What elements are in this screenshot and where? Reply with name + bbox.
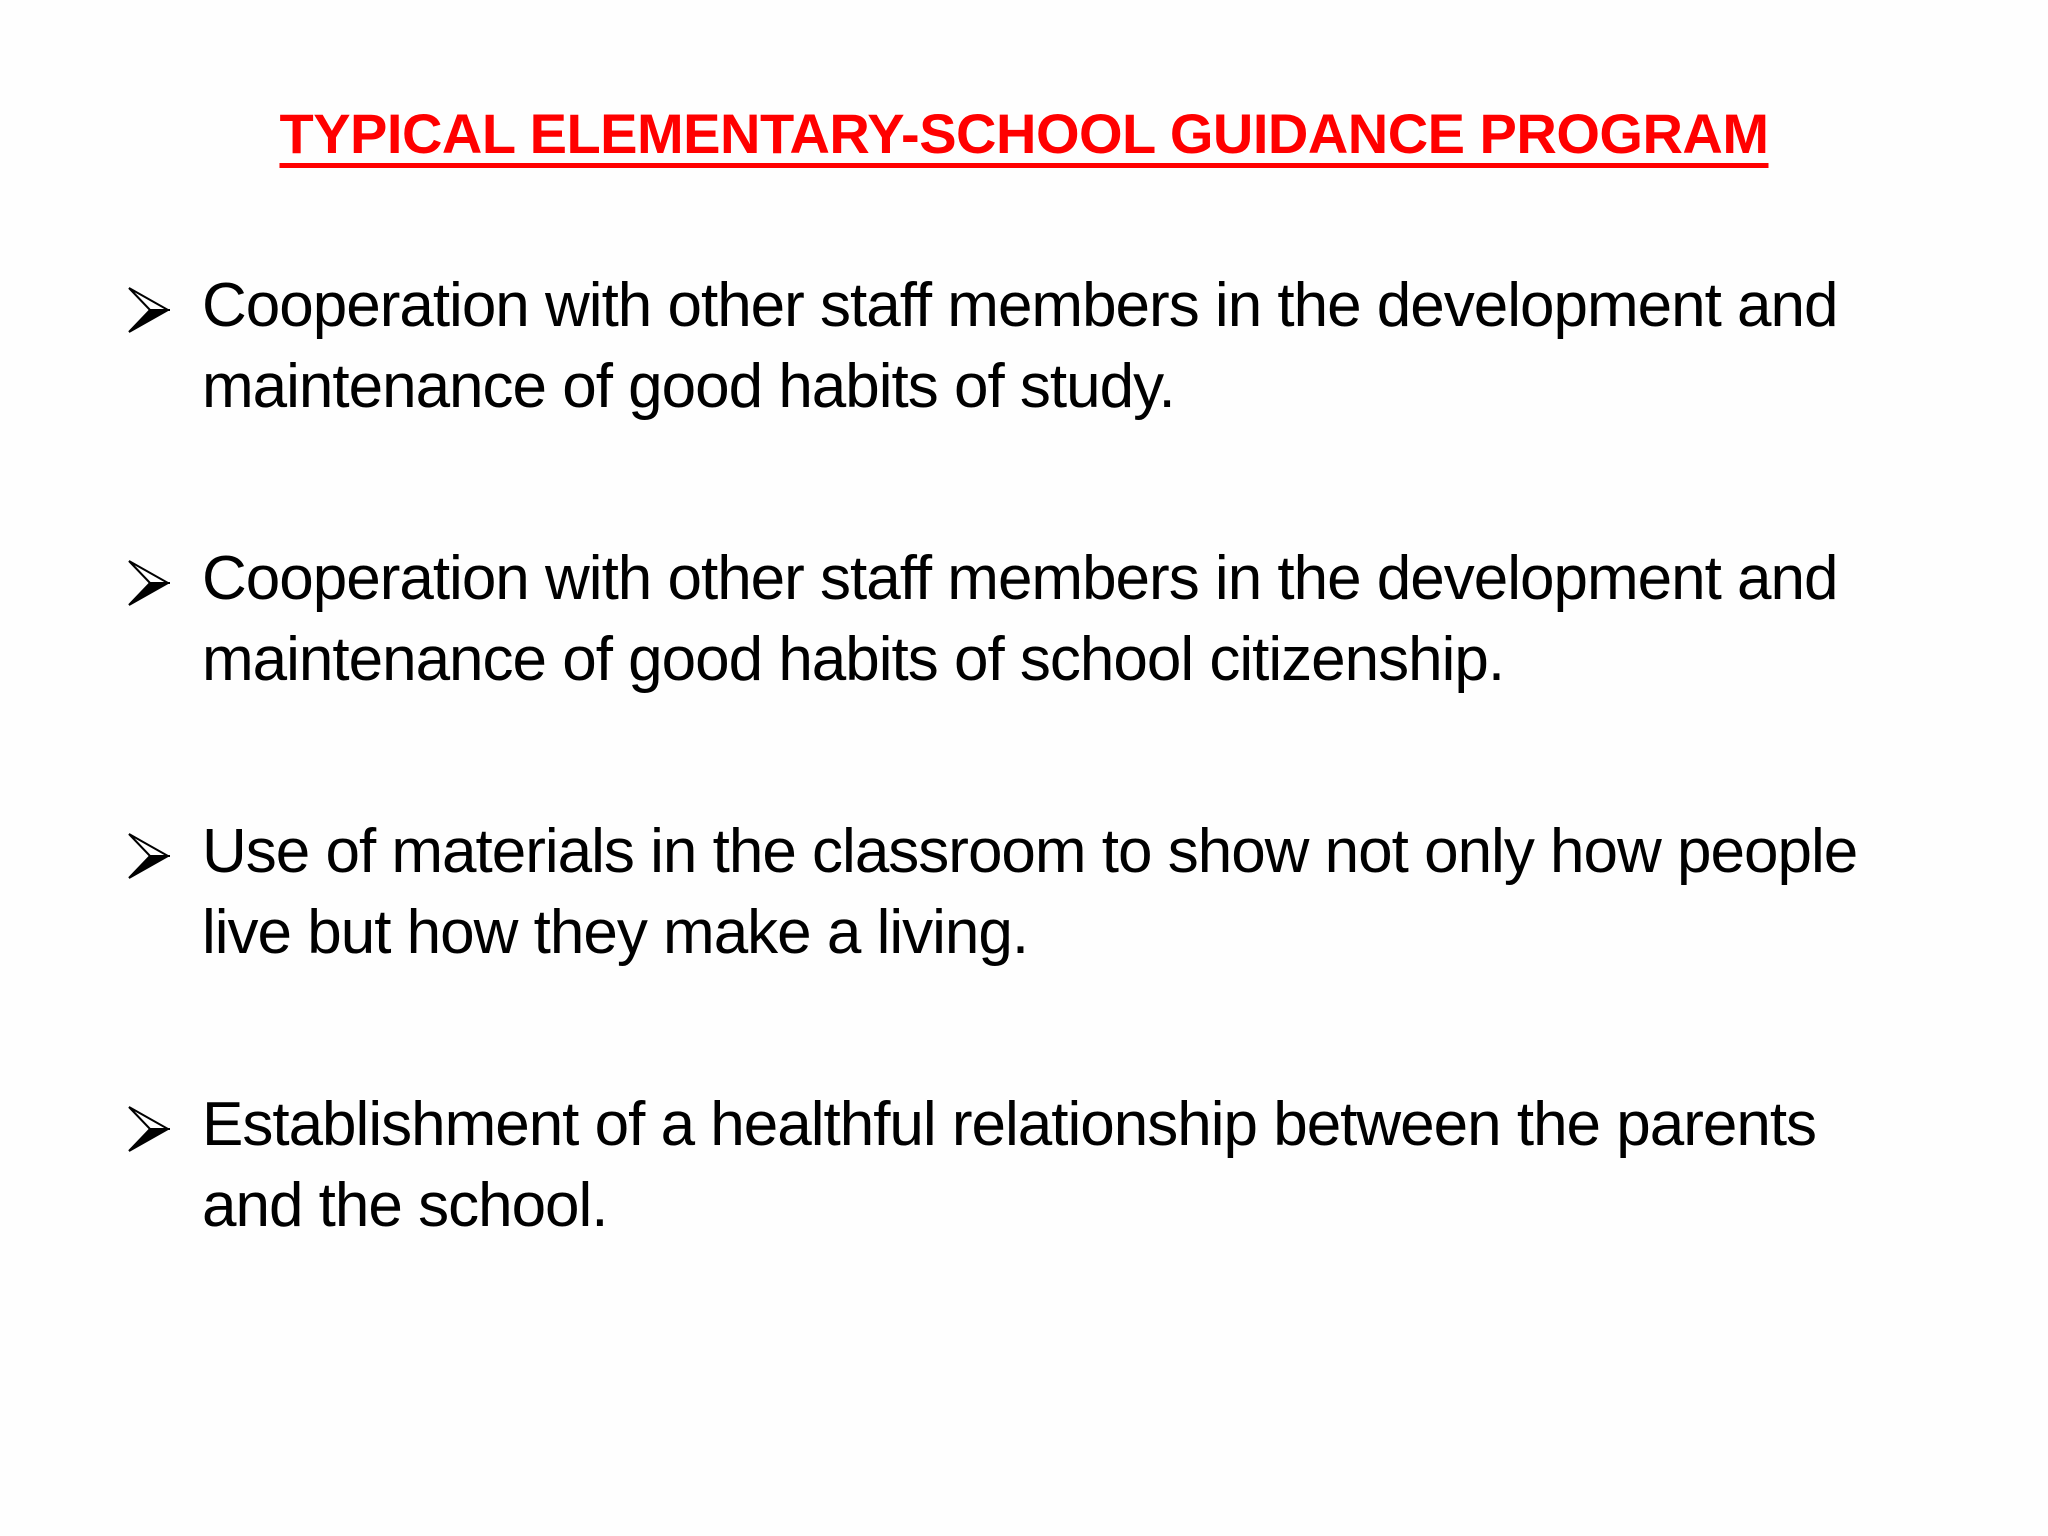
arrowhead-bullet-icon bbox=[128, 1106, 170, 1152]
item-line: Cooperation with other staff members in the development and bbox=[202, 271, 1838, 340]
arrowhead-bullet-icon bbox=[128, 560, 170, 606]
arrowhead-bullet-icon bbox=[128, 287, 170, 333]
item-line: live but how they make a living. bbox=[202, 898, 1029, 967]
item-line: maintenance of good habits of study. bbox=[202, 352, 1175, 421]
item-line: Establishment of a healthful relationship between the parents bbox=[202, 1090, 1817, 1159]
arrowhead-bullet-icon bbox=[128, 833, 170, 879]
item-line: Cooperation with other staff members in the development and bbox=[202, 544, 1838, 613]
item-line: Use of materials in the classroom to show not only how people bbox=[202, 817, 1858, 886]
item-line: maintenance of good habits of school citizenship. bbox=[202, 625, 1505, 694]
item-line: and the school. bbox=[202, 1171, 608, 1240]
page-title: TYPICAL ELEMENTARY-SCHOOL GUIDANCE PROGRAM bbox=[279, 102, 1769, 165]
